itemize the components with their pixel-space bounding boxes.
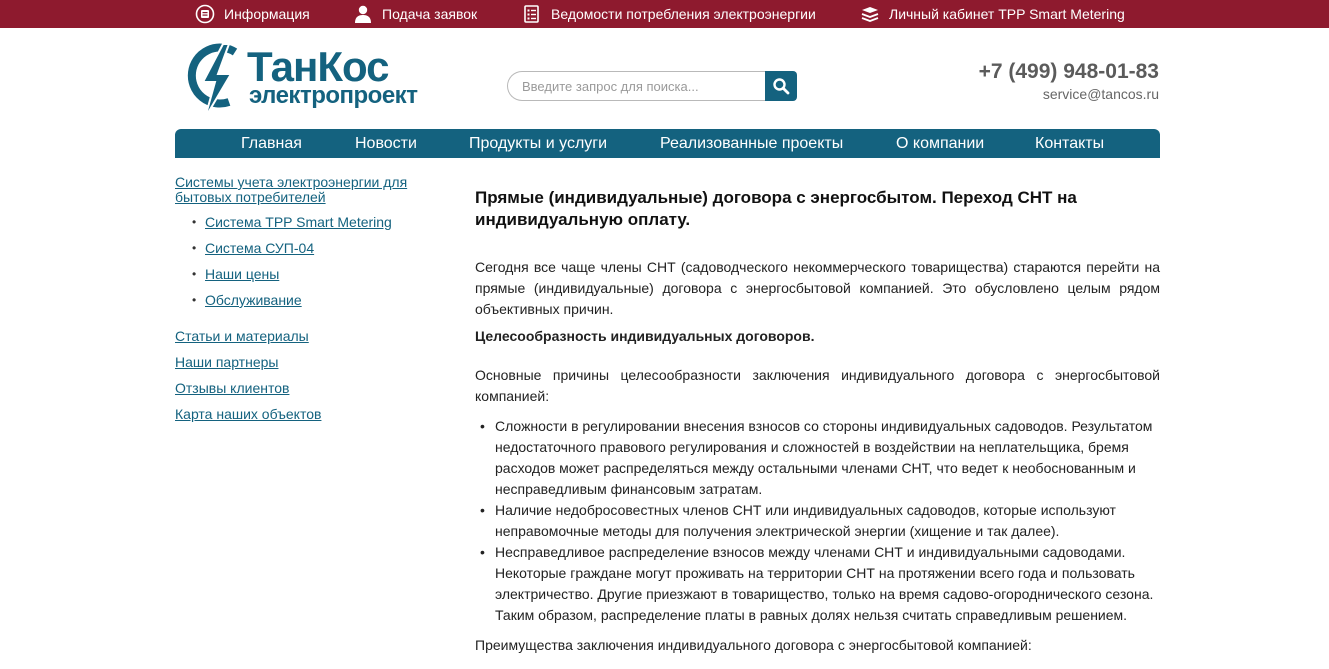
advantages-intro: Преимущества заключения индивидуального договора с энергосбытовой компанией: [475, 637, 1032, 653]
topbar-item-label: Личный кабинет TPP Smart Metering [889, 6, 1125, 22]
topbar-item-label: Ведомости потребления электроэнергии [551, 6, 816, 22]
topbar-item-applications[interactable] [353, 0, 477, 28]
nav-item-news[interactable]: Новости [355, 135, 417, 152]
sidebar-item-objects-map[interactable]: Карта наших объектов [175, 406, 322, 422]
topbar-item-personal-cabinet[interactable] [860, 0, 1125, 28]
phone-number[interactable]: +7 (499) 948-01-83 [978, 60, 1159, 83]
sidebar [175, 175, 445, 427]
topbar-item-info[interactable] [195, 0, 310, 28]
cabinet-stack-icon [860, 4, 880, 24]
lightning-bolt-icon [185, 40, 247, 120]
sidebar-item-partners[interactable]: Наши партнеры [175, 354, 279, 370]
user-icon [353, 4, 373, 24]
search-input[interactable] [507, 71, 765, 101]
sidebar-subitem [175, 209, 445, 235]
reasons-intro: Основные причины целесообразности заключения индивидуального договора с энергосбытовой компанией: [475, 367, 1160, 404]
site-logo[interactable] [185, 40, 440, 120]
search-bar [507, 71, 797, 101]
topbar-item-label: Информация [224, 6, 310, 22]
sidebar-item-prices[interactable]: Наши цены [205, 266, 280, 282]
search-button[interactable] [765, 71, 797, 101]
list-item: • Несправедливое распределение взносов между членами СНТ и индивидуальными садоводами. Некоторые граждане могут проживать на территории СНТ на протяжении всего года и пользовать электричество. Другие приезжают в товарищество, только на время садово-огороднического сезона. Таким образом, распределение платы в равных долях нельзя считать справедливым решением. [475, 542, 1160, 626]
reasons-list [475, 416, 1160, 626]
sidebar-subitem [175, 287, 445, 313]
nav-item-projects[interactable]: Реализованные проекты [660, 135, 844, 152]
sidebar-item-articles[interactable]: Статьи и материалы [175, 328, 309, 344]
nav-item-contacts[interactable]: Контакты [1035, 135, 1105, 152]
info-badge-icon [195, 4, 215, 24]
sidebar-item-metering-systems[interactable]: Системы учета электроэнергии для бытовых потребителей [175, 174, 408, 205]
email-address[interactable]: service@tancos.ru [1042, 86, 1159, 102]
contact-block [979, 60, 1159, 102]
main-nav [175, 129, 1160, 158]
sidebar-subitem [175, 261, 445, 287]
list-item: • Сложности в регулировании внесения взносов со стороны индивидуальных садоводов. Результатом недостаточного правового регулирования и сложностей в воздействии на неплательщика, бремя расходов может распределяться между остальными членами СНТ, что ведет к необоснованным и несправедливым финансовым затратам. [475, 416, 1160, 500]
sidebar-item-sup-04[interactable]: Система СУП-04 [205, 240, 315, 256]
sidebar-item-service[interactable]: Обслуживание [205, 292, 302, 308]
section-subheading: Целесообразность индивидуальных договоров. [475, 328, 815, 344]
sidebar-sublist [175, 209, 445, 313]
logo-subtitle: электропроект [249, 82, 418, 109]
nav-item-products[interactable]: Продукты и услуги [469, 135, 608, 152]
top-bar [0, 0, 1329, 28]
sidebar-item-reviews[interactable]: Отзывы клиентов [175, 380, 290, 396]
logo-title: ТанКос [247, 43, 389, 90]
sidebar-item-tpp-smart-metering[interactable]: Система TPP Smart Metering [205, 214, 392, 230]
list-item: • Наличие недобросовестных членов СНТ или индивидуальных садоводов, которые используют неправомочные методы для получения электрической энергии (хищение и так далее). [475, 500, 1160, 542]
nav-item-about[interactable]: О компании [896, 135, 985, 152]
article [475, 187, 1160, 656]
nav-item-home[interactable]: Главная [241, 135, 302, 152]
page-title: Прямые (индивидуальные) договора с энергосбытом. Переход СНТ на индивидуальную оплату. [475, 188, 1077, 229]
sidebar-subitem [175, 235, 445, 261]
topbar-item-label: Подача заявок [382, 6, 478, 22]
document-list-icon [522, 4, 542, 24]
topbar-item-consumption-reports[interactable] [522, 0, 816, 28]
intro-paragraph: Сегодня все чаще члены СНТ (садоводческого некоммерческого товарищества) стараются перейти на прямые (индивидуальные) договора с энергосбытовой компанией. Это обусловлено целым рядом объективных причин. [475, 259, 1160, 317]
search-icon [772, 77, 790, 95]
